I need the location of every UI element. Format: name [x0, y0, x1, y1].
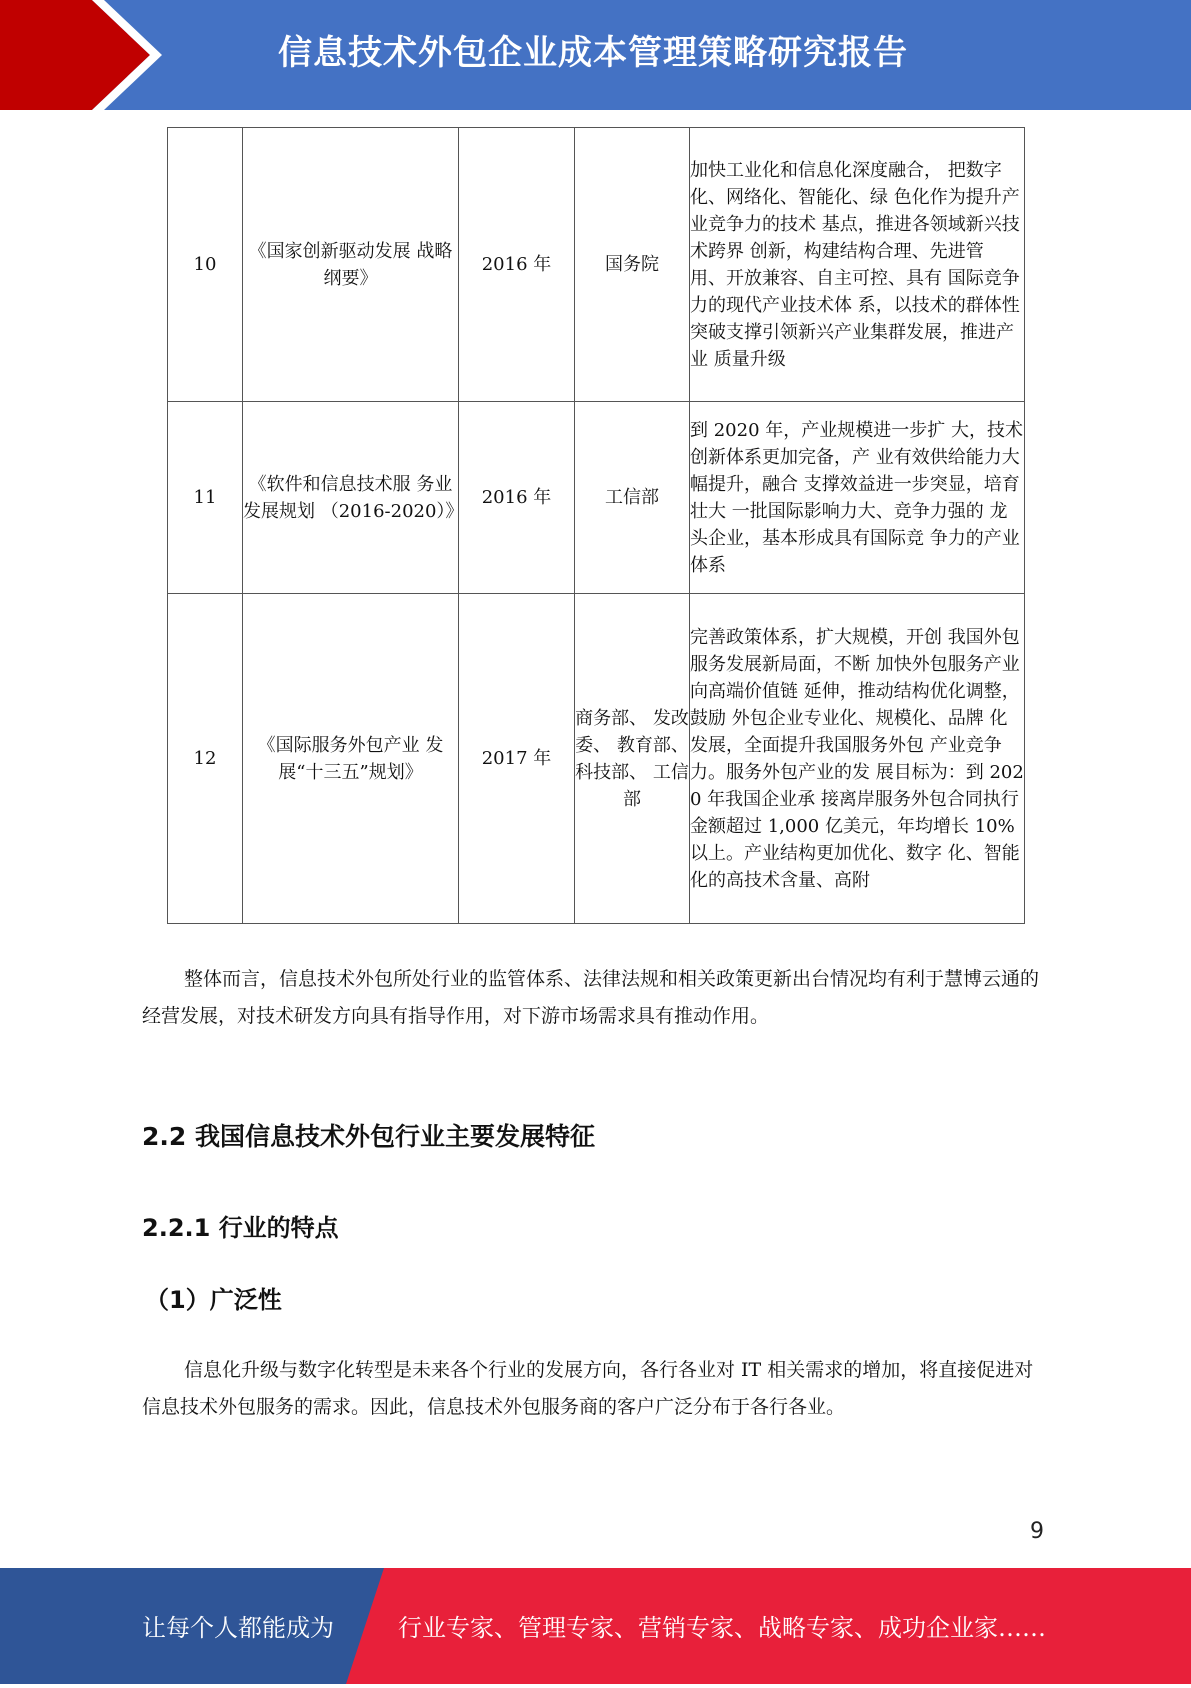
issuing-department: 工信部 — [575, 402, 690, 594]
section-heading-2-2: 2.2 我国信息技术外包行业主要发展特征 — [142, 1122, 595, 1151]
table-row — [168, 594, 1025, 924]
page-number: 9 — [1030, 1519, 1044, 1544]
subsection-heading-breadth: （1）广泛性 — [145, 1286, 282, 1314]
issuing-department: 国务院 — [575, 128, 690, 402]
policy-year: 2017 年 — [459, 594, 575, 924]
policy-name: 《国际服务外包产业 发展“十三五”规划》 — [243, 594, 459, 924]
policy-content: 到 2020 年，产业规模进一步扩 大，技术创新体系更加完备，产 业有效供给能力大幅提升，融合 支撑效益进一步突显，培育壮大 一批国际影响力大、竞争力强的 龙头企业，基本形成具有国际竞 争力的产业体系 — [690, 402, 1025, 594]
page-footer — [0, 1568, 1191, 1684]
policy-content: 完善政策体系，扩大规模，开创 我国外包服务发展新局面，不断 加快外包服务产业向高端价值链 延伸，推动结构优化调整，鼓励 外包企业专业化、规模化、品牌 化发展，全面提升我国服务外包 产业竞争力。服务外包产业的发 展目标为：到 2020 年我国企业承 接离岸服务外包合同执行金额超过 1,000 亿美元，年均增长 10% 以上。产业结构更加优化、数字 化、智能化的高技术含量、高附 — [690, 594, 1025, 924]
table-row — [168, 402, 1025, 594]
report-title: 信息技术外包企业成本管理策略研究报告 — [278, 33, 908, 73]
breadth-paragraph: 信息化升级与数字化转型是未来各个行业的发展方向，各行各业对 IT 相关需求的增加，将直接促进对信息技术外包服务的需求。因此，信息技术外包服务商的客户广泛分布于各行各业。 — [142, 1359, 1034, 1418]
footer-slogan-right: 行业专家、管理专家、营销专家、战略专家、成功企业家…… — [398, 1614, 1046, 1642]
policy-name: 《软件和信息技术服 务业发展规划 （2016-2020）》 — [243, 402, 459, 594]
policy-year: 2016 年 — [459, 128, 575, 402]
section-heading-2-2-1: 2.2.1 行业的特点 — [142, 1214, 339, 1242]
policy-name: 《国家创新驱动发展 战略纲要》 — [243, 128, 459, 402]
row-number: 10 — [168, 128, 243, 402]
row-number: 11 — [168, 402, 243, 594]
policy-year: 2016 年 — [459, 402, 575, 594]
policy-table — [167, 127, 1025, 924]
footer-slogan-left: 让每个人都能成为 — [142, 1614, 334, 1642]
table-row — [168, 128, 1025, 402]
page-header — [0, 0, 1191, 110]
summary-paragraph: 整体而言，信息技术外包所处行业的监管体系、法律法规和相关政策更新出台情况均有利于慧博云通的经营发展，对技术研发方向具有指导作用，对下游市场需求具有推动作用。 — [142, 968, 1040, 1027]
issuing-department: 商务部、 发改委、 教育部、 科技部、 工信部 — [575, 594, 690, 924]
row-number: 12 — [168, 594, 243, 924]
policy-content: 加快工业化和信息化深度融合， 把数字化、网络化、智能化、绿 色化作为提升产业竞争力的技术 基点，推进各领域新兴技术跨界 创新，构建结构合理、先进管 用、开放兼容、自主可控、具有 国际竞争力的现代产业技术体 系，以技术的群体性突破支撑引领新兴产业集群发展，推进产业 质量升级 — [690, 128, 1025, 402]
